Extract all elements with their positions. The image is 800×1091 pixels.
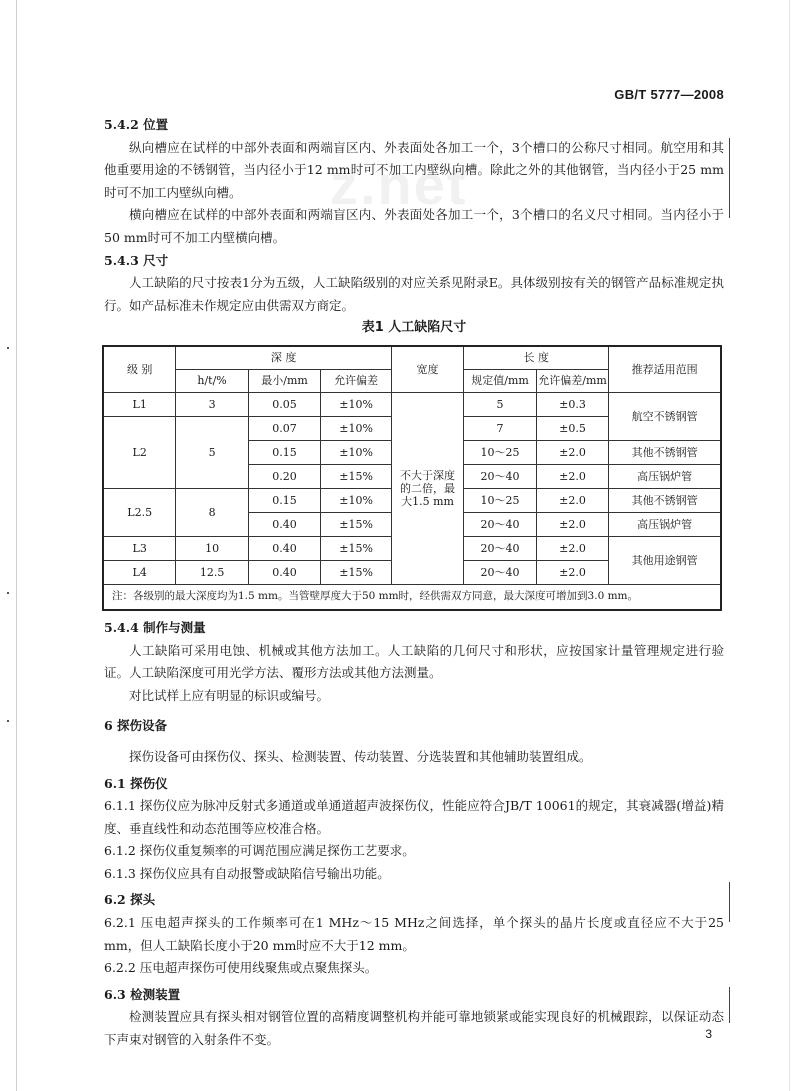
cell-min: 0.07 [248, 416, 321, 440]
cell-len: 20～40 [464, 536, 537, 560]
cell-len: 10～25 [464, 488, 537, 512]
cell-tol: ±15% [321, 464, 392, 488]
cell-len-tol: ±0.3 [536, 392, 609, 416]
cell-len: 20～40 [464, 512, 537, 536]
cell-min: 0.40 [248, 512, 321, 536]
cell-min: 0.15 [248, 440, 321, 464]
scan-speck [7, 592, 9, 594]
paragraph: 检测装置应具有探头相对钢管位置的高精度调整机构并能可靠地锁紧或能实现良好的机械跟踪，以保证动态下声束对钢管的入射条件不变。 [104, 1009, 724, 1048]
clause: 6.1.1 探伤仪应为脉冲反射式多通道或单通道超声波探伤仪，性能应符合JB/T 10061的规定，其衰减器(增益)精度、垂直线性和动态范围等应校准合格。 [104, 798, 724, 836]
body-content [104, 114, 724, 1052]
cell-len-tol: ±0.5 [536, 416, 609, 440]
cell-tol: ±15% [321, 560, 392, 584]
scan-speck [7, 347, 9, 349]
cell-tol: ±10% [321, 488, 392, 512]
cell-tol: ±10% [321, 392, 392, 416]
cell-len: 20～40 [464, 560, 537, 584]
clause: 6.2.1 压电超声探头的工作频率可在1 MHz～15 MHz之间选择，单个探头的晶片长度或直径应不大于25 mm，但人工缺陷长度小于20 mm时应不大于12 mm。 [104, 915, 724, 953]
cell-usage: 高压锅炉管 [609, 512, 721, 536]
cell-len: 5 [464, 392, 537, 416]
defect-size-table [102, 345, 722, 611]
watermark: z.net [330, 153, 468, 216]
cell-usage: 其他不锈钢管 [609, 440, 721, 464]
margin-bracket [729, 882, 730, 922]
cell-min: 0.40 [248, 560, 321, 584]
standard-code: GB/T 5777—2008 [614, 87, 724, 102]
margin-bracket [729, 987, 730, 1023]
cell-min: 0.15 [248, 488, 321, 512]
page-number: 3 [705, 1027, 712, 1041]
cell-min: 0.05 [248, 392, 321, 416]
cell-ratio: 5 [176, 416, 248, 488]
cell-usage: 航空不锈钢管 [609, 392, 721, 440]
table-note-row [103, 584, 721, 610]
paragraph: 人工缺陷的尺寸按表1分为五级，人工缺陷级别的对应关系见附录E。具体级别按有关的钢管产品标准规定执行。如产品标准未作规定应由供需双方商定。 [104, 275, 724, 313]
cell-level: L3 [103, 536, 176, 560]
col-header-usage: 推荐适用范围 [609, 346, 721, 393]
table-note: 注：各级别的最大深度均为1.5 mm。当管壁厚度大于50 mm时，经供需双方同意，最大深度可增加到3.0 mm。 [103, 584, 721, 610]
col-header-width: 宽度 [391, 346, 463, 393]
col-header-ratio: h/t/% [176, 369, 248, 392]
cell-len: 7 [464, 416, 537, 440]
cell-level: L1 [103, 392, 176, 416]
cell-width: 不大于深度的二倍，最大1.5 mm [391, 392, 463, 584]
cell-len: 20～40 [464, 464, 537, 488]
cell-tol: ±10% [321, 440, 392, 464]
cell-tol: ±15% [321, 512, 392, 536]
scan-speck [7, 720, 9, 722]
cell-usage: 其他不锈钢管 [609, 488, 721, 512]
scan-edge-left [16, 0, 17, 1091]
cell-min: 0.20 [248, 464, 321, 488]
clause: 6.2.2 压电超声探伤可使用线聚焦或点聚焦探头。 [104, 960, 378, 976]
cell-level: L2 [103, 416, 176, 488]
col-header-level: 级 别 [103, 346, 176, 393]
col-header-length: 长 度 [464, 346, 609, 370]
clause: 6.1.3 探伤仪应具有自动报警或缺陷信号输出功能。 [104, 865, 390, 881]
paragraph: 探伤设备可由探伤仪、探头、检测装置、传动装置、分选装置和其他辅助装置组成。 [129, 748, 592, 764]
cell-len-tol: ±2.0 [536, 512, 609, 536]
cell-ratio: 8 [176, 488, 248, 536]
col-header-depth: 深 度 [176, 346, 391, 370]
cell-len-tol: ±2.0 [536, 536, 609, 560]
section-heading: 5.4.4 制作与测量 [104, 619, 206, 635]
table-row [103, 392, 721, 416]
section-heading: 6.2 探头 [104, 892, 156, 908]
cell-usage: 高压锅炉管 [609, 464, 721, 488]
col-header-min: 最小/mm [248, 369, 321, 392]
clause: 6.1.2 探伤仪重复频率的可调范围应满足探伤工艺要求。 [104, 843, 415, 859]
cell-len: 10～25 [464, 440, 537, 464]
paragraph: 人工缺陷可采用电蚀、机械或其他方法加工。人工缺陷的几何尺寸和形状，应按国家计量管理规定进行验证。人工缺陷深度可用光学方法、覆形方法或其他方法测量。 [104, 642, 724, 681]
cell-level: L4 [103, 560, 176, 584]
paragraph: 纵向槽应在试样的中部外表面和两端盲区内、外表面处各加工一个，3个槽口的公称尺寸相同。航空用和其他重要用途的不锈钢管，当内径小于12 mm时可不加工内壁纵向槽。除此之外的其他钢管，当内径小于25 mm时可不加工内壁纵向槽。 [104, 139, 724, 200]
chapter-heading: 6 探伤设备 [104, 718, 168, 734]
cell-tol: ±10% [321, 416, 392, 440]
scan-edge-right [789, 0, 790, 1091]
cell-ratio: 3 [176, 392, 248, 416]
margin-bracket [729, 138, 730, 218]
cell-len-tol: ±2.0 [536, 440, 609, 464]
cell-min: 0.40 [248, 536, 321, 560]
cell-tol: ±15% [321, 536, 392, 560]
cell-len-tol: ±2.0 [536, 464, 609, 488]
table-caption: 表1 人工缺陷尺寸 [361, 320, 467, 336]
paragraph: 对比试样上应有明显的标识或编号。 [129, 687, 330, 703]
section-heading: 6.3 检测装置 [104, 986, 181, 1002]
cell-len-tol: ±2.0 [536, 488, 609, 512]
cell-len-tol: ±2.0 [536, 560, 609, 584]
cell-level: L2.5 [103, 488, 176, 536]
cell-usage: 其他用途钢管 [609, 536, 721, 584]
cell-ratio: 10 [176, 536, 248, 560]
paragraph: 横向槽应在试样的中部外表面和两端盲区内、外表面处各加工一个，3个槽口的名义尺寸相同。当内径小于50 mm时可不加工内壁横向槽。 [104, 207, 724, 245]
section-heading: 5.4.2 位置 [104, 117, 169, 132]
cell-ratio: 12.5 [176, 560, 248, 584]
col-header-len-spec: 规定值/mm [464, 369, 537, 392]
col-header-tol: 允许偏差 [321, 369, 392, 392]
section-heading: 6.1 探伤仪 [104, 775, 168, 791]
col-header-len-tol: 允许偏差/mm [536, 369, 609, 392]
section-heading: 5.4.3 尺寸 [104, 252, 169, 268]
